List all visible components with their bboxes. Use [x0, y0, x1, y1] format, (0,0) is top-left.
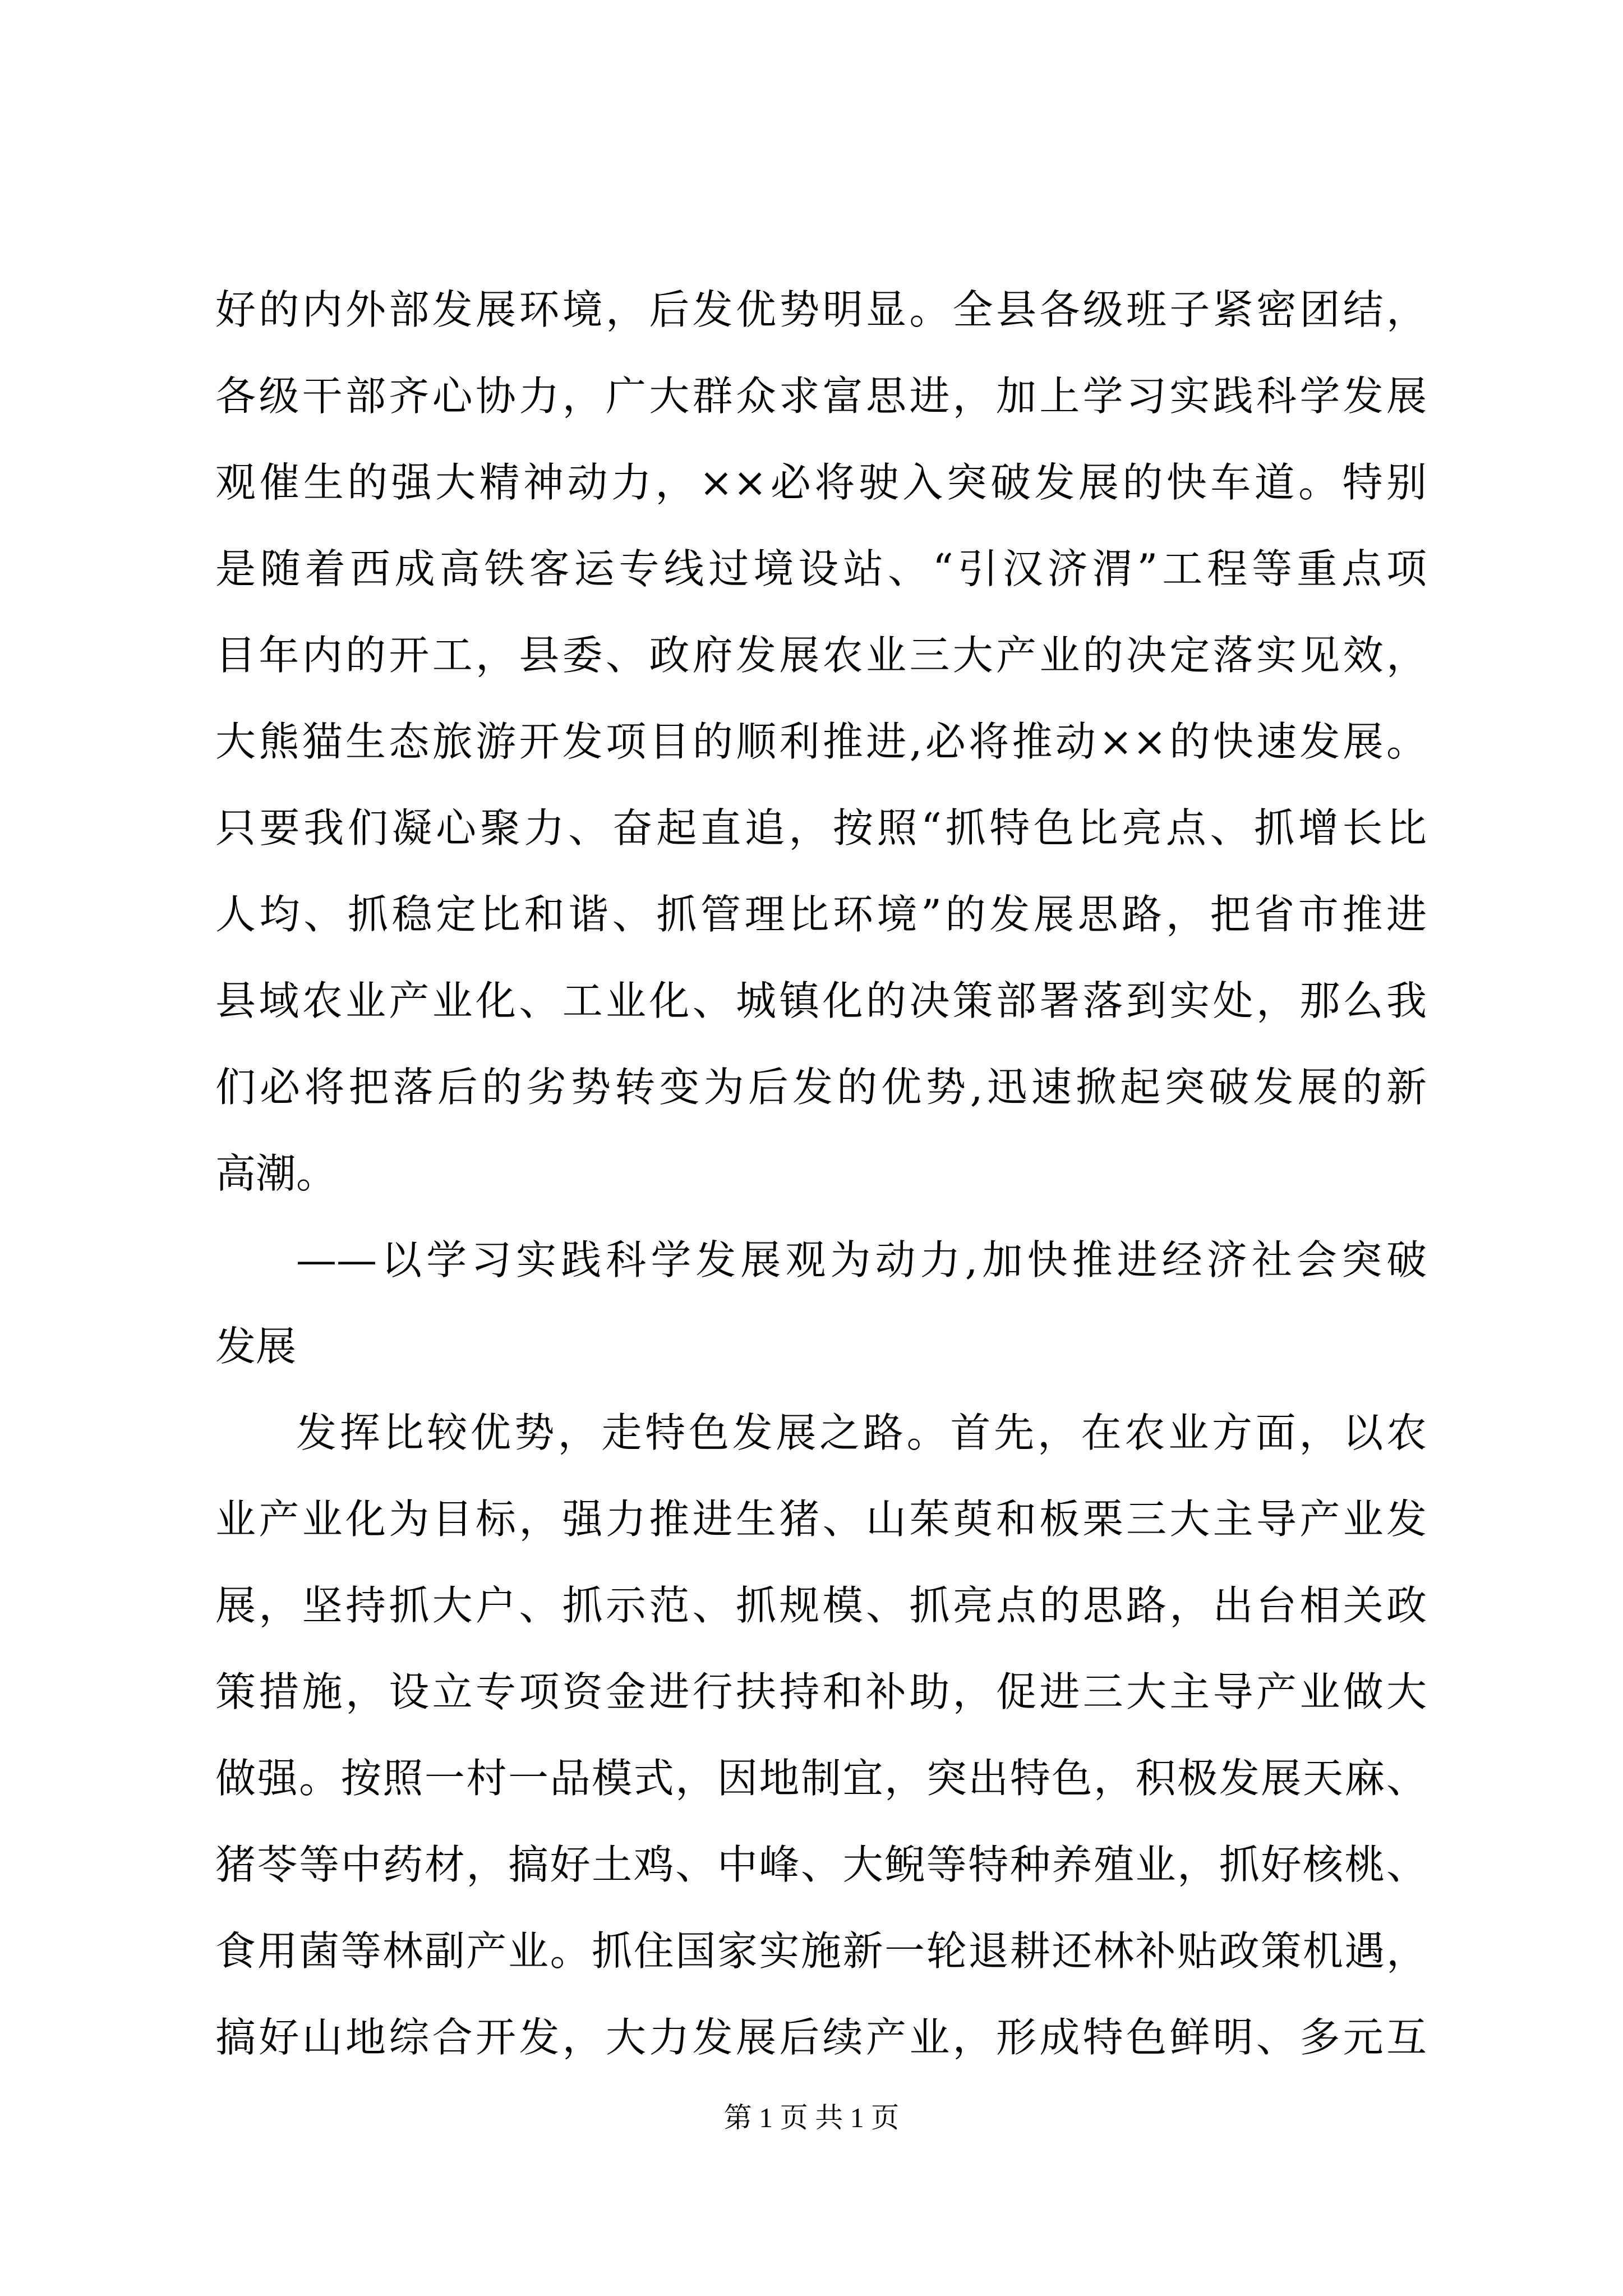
- body-text: [215, 266, 1427, 2081]
- text-line: 展，坚持抓大户、抓示范、抓规模、抓亮点的思路，出台相关政: [215, 1582, 1427, 1629]
- section-heading-line: 发展: [215, 1323, 297, 1370]
- text-line: 好的内外部发展环境，后发优势明显。全县各级班子紧密团结，: [215, 286, 1427, 333]
- text-line: 发挥比较优势，走特色发展之路。首先，在农业方面，以农: [296, 1409, 1427, 1456]
- text-line: 业产业化为目标，强力推进生猪、山茱萸和板栗三大主导产业发: [215, 1496, 1427, 1543]
- text-line: 做强。按照一村一品模式，因地制宜，突出特色，积极发展天麻、: [215, 1755, 1427, 1802]
- text-line: 食用菌等林副产业。抓住国家实施新一轮退耕还林补贴政策机遇，: [215, 1927, 1427, 1975]
- text-line: 猪苓等中药材，搞好土鸡、中峰、大鲵等特种养殖业，抓好核桃、: [215, 1841, 1427, 1888]
- text-line: 人均、抓稳定比和谐、抓管理比环境”的发展思路，把省市推进: [215, 891, 1427, 938]
- text-line: 目年内的开工，县委、政府发展农业三大产业的决定落实见效，: [215, 632, 1427, 679]
- text-line: 们必将把落后的劣势转变为后发的优势,迅速掀起突破发展的新: [215, 1064, 1427, 1111]
- text-line: 搞好山地综合开发，大力发展后续产业，形成特色鲜明、多元互: [215, 2014, 1427, 2061]
- page-footer: [0, 2098, 1623, 2137]
- text-line: 高潮。: [215, 1150, 337, 1197]
- text-line: 观催生的强大精神动力，××必将驶入突破发展的快车道。特别: [215, 459, 1427, 506]
- text-line: 只要我们凝心聚力、奋起直追，按照“抓特色比亮点、抓增长比: [215, 804, 1427, 852]
- text-line: 县域农业产业化、工业化、城镇化的决策部署落到实处，那么我: [215, 977, 1427, 1024]
- section-heading-line: ——以学习实践科学发展观为动力,加快推进经济社会突破: [296, 1236, 1427, 1283]
- text-line: 各级干部齐心协力，广大群众求富思进，加上学习实践科学发展: [215, 372, 1427, 420]
- page-number: 第 1 页 共 1 页: [723, 2102, 900, 2133]
- text-line: 是随着西成高铁客运专线过境设站、“引汉济渭”工程等重点项: [215, 545, 1427, 592]
- text-line: 大熊猫生态旅游开发项目的顺利推进,必将推动××的快速发展。: [215, 718, 1427, 765]
- text-line: 策措施，设立专项资金进行扶持和补助，促进三大主导产业做大: [215, 1668, 1427, 1715]
